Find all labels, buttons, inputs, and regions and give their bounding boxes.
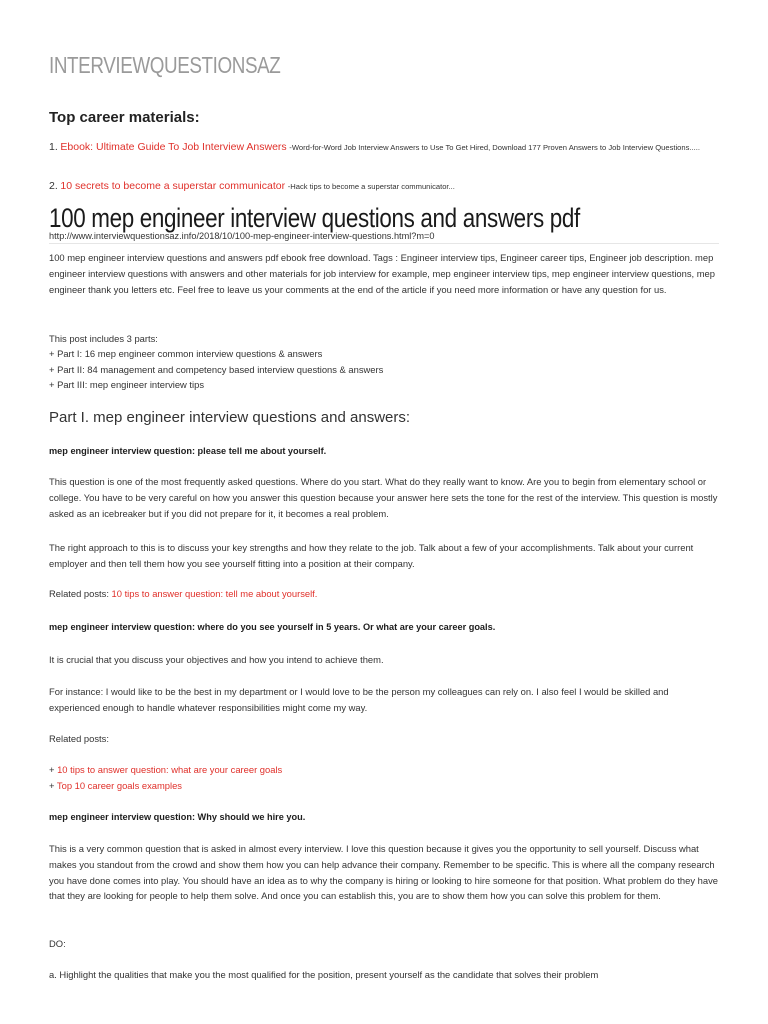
materials-item-number: 2. (49, 180, 58, 192)
answer-paragraph: This is a very common question that is asked in almost every interview. I love this question because it gives you the opportunity to sell yourself. Discuss what makes you standout from the crowd and show them how you can help advance their company. Remember to be specific. This is where all the company research you have done comes into play. You should have an idea as to why the company is hiring or looking to hire someone for that position. What problem do they have that they are looking for people to help them solve. And once you can establish this, you are to show them how you can solve this problem for them. (49, 843, 718, 902)
post-title: 100 mep engineer interview questions and answers pdf (49, 203, 580, 233)
answer-paragraph: This question is one of the most frequently asked questions. Where do you start. What do they really want to know. Are you to begin from elementary school or college. You have to be very careful on how you answer this question because your answer here sets the tone for the rest of the interview. This question is mostly asked as an icebreaker but if you did not prepare for it, it becomes a real problem. (49, 476, 718, 519)
materials-item-link[interactable]: Ebook: Ultimate Guide To Job Interview Answers (60, 141, 287, 153)
question-heading: mep engineer interview question: please tell me about yourself. (49, 446, 327, 456)
materials-item-desc: -Hack tips to become a superstar communicator... (287, 182, 455, 191)
question-heading: mep engineer interview question: Why should we hire you. (49, 812, 306, 822)
related-post-bullet: + (49, 764, 55, 775)
materials-item (49, 141, 719, 154)
related-post-item (49, 780, 182, 791)
answer-paragraph: For instance: I would like to be the best in my department or I would love to be the person my colleagues can rely on. I also feel I would be skilled and experienced enough to handle whatever responsibilities might come my way. (49, 686, 669, 713)
parts-intro: This post includes 3 parts: (49, 333, 158, 344)
materials-heading: Top career materials: (49, 109, 200, 126)
related-post-bullet: + (49, 780, 55, 791)
divider (49, 243, 719, 244)
related-post-link[interactable]: Top 10 career goals examples (56, 780, 182, 791)
materials-item-number: 1. (49, 141, 58, 153)
materials-item-desc: -Word-for-Word Job Interview Answers to Use To Get Hired, Download 177 Proven Answers to Job Interview Questions..... (289, 143, 700, 152)
related-posts (49, 588, 317, 599)
question-heading: mep engineer interview question: where do you see yourself in 5 years. Or what are your career goals. (49, 622, 496, 632)
materials-item (49, 180, 719, 193)
parts-list-item: + Part II: 84 management and competency based interview questions & answers (49, 364, 384, 375)
parts-list-item: + Part I: 16 mep engineer common interview questions & answers (49, 348, 323, 359)
post-url: http://www.interviewquestionsaz.info/2018/10/100-mep-engineer-interview-questions.html?m=0 (49, 231, 435, 241)
answer-paragraph: It is crucial that you discuss your objectives and how you intend to achieve them. (49, 654, 384, 665)
materials-item-link[interactable]: 10 secrets to become a superstar communicator (60, 180, 286, 192)
site-title-link[interactable]: INTERVIEWQUESTIONSAZ (49, 52, 281, 78)
related-post-link[interactable]: 10 tips to answer question: what are your career goals (57, 764, 283, 775)
intro-paragraph: 100 mep engineer interview questions and answers pdf ebook free download. Tags : Engineer interview tips, Engineer career tips, Engineer job description. mep engineer interview questions with answers and other materials for job interview for example, mep engineer interview tips, mep engineer interview questions, mep engineer thank you letters etc. Feel free to leave us your comments at the end of the article if you need more information or have any question for us. (49, 252, 715, 295)
related-posts-label: Related posts: (49, 733, 109, 744)
related-posts-label: Related posts: (49, 588, 109, 599)
do-item: a. Highlight the qualities that make you the most qualified for the position, present yourself as the candidate that solves their problem (49, 969, 599, 980)
do-label: DO: (49, 938, 66, 949)
section-heading: Part I. mep engineer interview questions and answers: (49, 409, 411, 426)
related-post-item (49, 764, 282, 775)
answer-paragraph: The right approach to this is to discuss your key strengths and how they relate to the job. Talk about a few of your accomplishments. Talk about your current employer and then tell them how you see yourself fitting into a position at their company. (49, 542, 694, 569)
related-post-link[interactable]: 10 tips to answer question: tell me about yourself. (111, 588, 318, 599)
parts-list-item: + Part III: mep engineer interview tips (49, 379, 205, 390)
